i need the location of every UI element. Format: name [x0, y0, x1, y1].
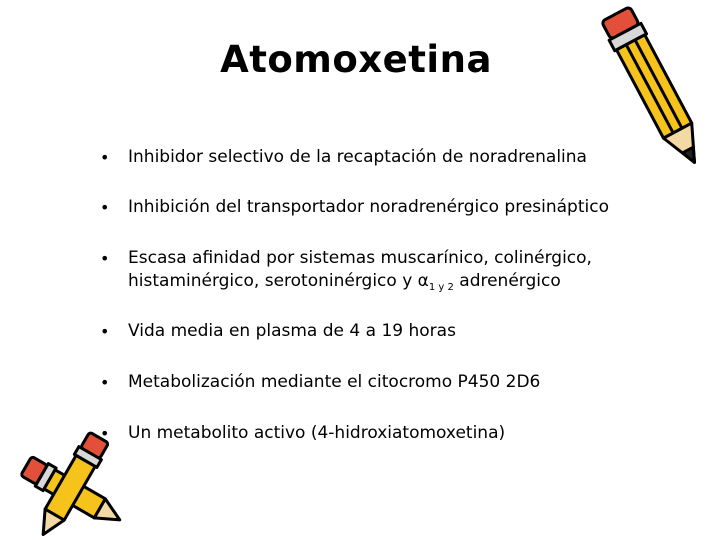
list-item	[100, 247, 660, 299]
bullet-dot: •	[100, 198, 110, 217]
bullet-text: Un metabolito activo (4-hidroxiatomoxetina)	[128, 423, 506, 443]
bullet-dot: •	[100, 322, 110, 341]
bullet-text: Metabolización mediante el citocromo P450 2D6	[128, 372, 541, 392]
bullet-dot: •	[100, 424, 110, 443]
bullet-dot: •	[100, 249, 110, 268]
list-item	[100, 196, 660, 219]
bullet-text: Inhibición del transportador noradrenérgico presináptico	[128, 197, 609, 217]
subscript: 1 y 2	[428, 282, 454, 293]
list-item	[100, 320, 660, 343]
bullet-line-1: Escasa afinidad por sistemas muscarínico, colinérgico,	[128, 248, 592, 268]
list-item	[100, 371, 660, 394]
bullet-dot: •	[100, 148, 110, 167]
crossed-pencils-icon	[0, 430, 145, 540]
bullet-line-2-end: adrenérgico	[453, 271, 561, 291]
list-item	[100, 146, 660, 169]
bullet-text	[128, 247, 660, 299]
bullet-line-2: histaminérgico, serotoninérgico y α	[128, 271, 429, 291]
bullet-text: Inhibidor selectivo de la recaptación de noradrenalina	[128, 147, 587, 167]
list-item	[100, 422, 660, 445]
slide-title: Atomoxetina	[220, 38, 492, 81]
bullet-dot: •	[100, 373, 110, 392]
bullet-text: Vida media en plasma de 4 a 19 horas	[128, 321, 456, 341]
